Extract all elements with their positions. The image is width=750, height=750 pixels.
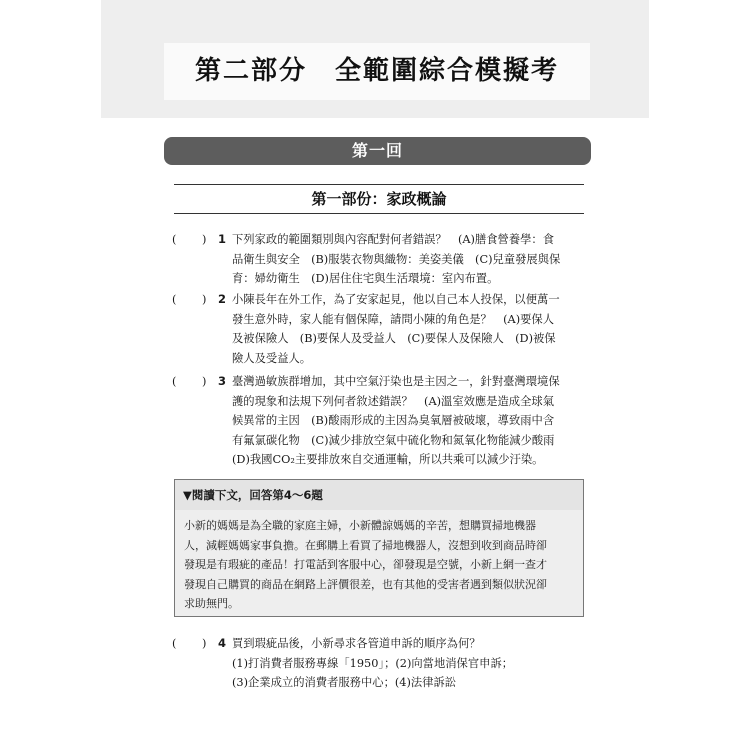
answer-paren-open: (	[172, 293, 177, 306]
question-text	[232, 634, 582, 693]
page-title: 第二部分 全範圍綜合模擬考	[164, 43, 590, 100]
answer-paren-close: )	[202, 375, 207, 388]
reading-line: 小新的媽媽是為全職的家庭主婦，小新體諒媽媽的辛苦，想購買掃地機器	[184, 519, 536, 532]
section-top-rule	[174, 184, 584, 185]
question-line: 發生意外時，家人能有個保障，請問小陳的角色是？ (A)要保人	[232, 312, 554, 326]
answer-paren-close: )	[202, 293, 207, 306]
section-title: 第一部份：家政概論	[311, 190, 447, 208]
question-number: 3	[218, 374, 227, 388]
reading-line: 發現是有瑕疵的產品！打電話到客服中心，卻發現是空號，小新上網一查才	[184, 558, 547, 571]
section-bottom-rule	[174, 213, 584, 214]
question-line: (1)打消費者服務專線「1950」；(2)向當地消保官申訴；	[232, 656, 514, 670]
question-text	[232, 290, 582, 368]
reading-heading: ▼閱讀下文，回答第4～6題	[175, 479, 583, 510]
reading-line: 人，減輕媽媽家事負擔。在郵購上看買了掃地機器人，沒想到收到商品時卻	[184, 538, 547, 552]
question-line: 險人及受益人。	[232, 351, 312, 365]
question-line: 及被保險人 (B)要保人及受益人 (C)要保人及保險人 (D)被保	[232, 332, 556, 345]
title-band	[101, 0, 649, 118]
question-text	[232, 230, 582, 289]
reading-passage-box	[174, 479, 584, 617]
question-line: 下列家政的範圍類別與內容配對何者錯誤？ (A)膳食營養學：食	[232, 233, 554, 246]
question-line: 護的現象和法規下列何者敘述錯誤？ (A)溫室效應是造成全球氣	[232, 394, 554, 408]
question-text	[232, 372, 582, 470]
question-number: 1	[218, 232, 227, 246]
answer-paren-open: (	[172, 233, 177, 246]
question-number: 4	[218, 636, 227, 650]
reading-text	[175, 510, 583, 614]
question-line: 小陳長年在外工作，為了安家起見，他以自己本人投保，以便萬一	[232, 293, 560, 306]
question-line: 買到瑕疵品後，小新尋求各管道申訴的順序為何？	[232, 637, 481, 650]
question-line: 品衛生與安全 (B)服裝衣物與織物：美姿美儀 (C)兒童發展與保	[232, 252, 561, 266]
question-number: 2	[218, 292, 227, 306]
answer-paren-close: )	[202, 637, 207, 650]
question-line: 有氟氯碳化物 (C)減少排放空氣中硫化物和氮氧化物能減少酸雨	[232, 433, 555, 447]
answer-paren-close: )	[202, 233, 207, 246]
round-label: 第一回	[164, 137, 591, 165]
question-line: (3)企業成立的消費者服務中心；(4)法律訴訟	[232, 676, 457, 689]
answer-paren-open: (	[172, 637, 177, 650]
question-line: 候異常的主因 (B)酸雨形成的主因為臭氧層被破壞，導致雨中含	[232, 414, 555, 427]
question-line: 育：婦幼衛生 (D)居住住宅與生活環境：室內布置。	[232, 272, 499, 285]
reading-line: 求助無門。	[184, 597, 239, 610]
reading-line: 發現自己購買的商品在網路上評價很差，也有其他的受害者遇到類似狀況卻	[184, 577, 547, 591]
question-line: (D)我國CO₂主要排放來自交通運輸，所以共乘可以減少汙染。	[232, 453, 544, 466]
question-line: 臺灣過敏族群增加，其中空氣汙染也是主因之一，針對臺灣環境保	[232, 375, 560, 388]
answer-paren-open: (	[172, 375, 177, 388]
